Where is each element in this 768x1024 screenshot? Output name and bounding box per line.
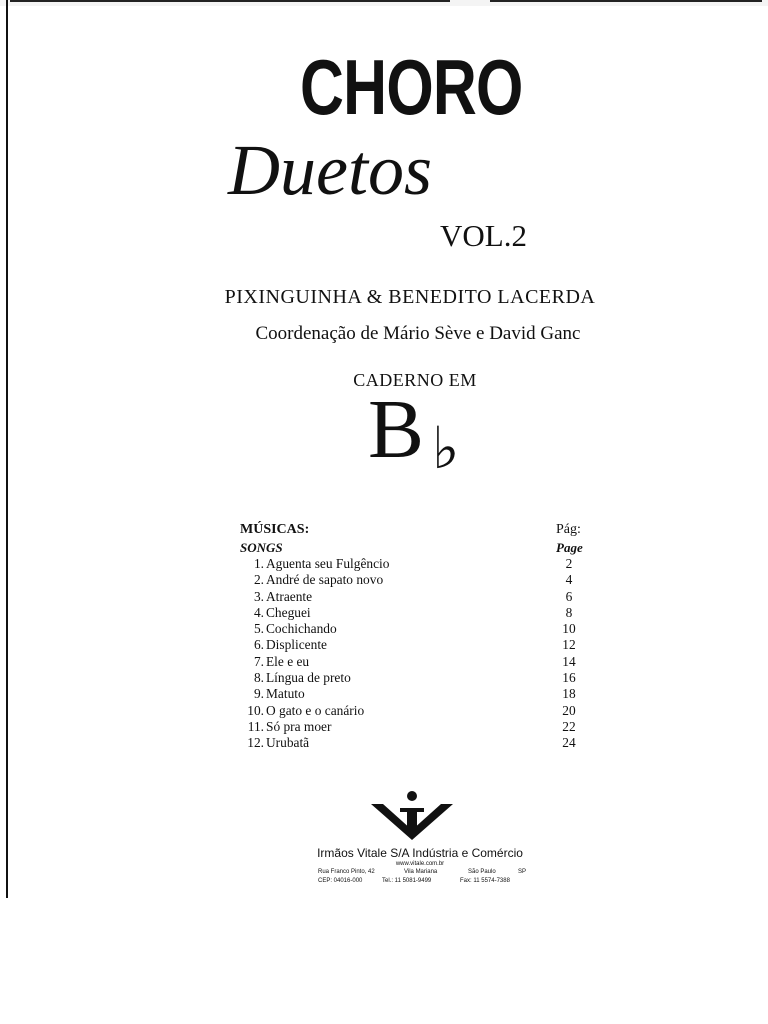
- toc-row: [240, 719, 600, 735]
- toc-song-title: O gato e o canário: [266, 702, 365, 718]
- publisher-name: Irmãos Vitale S/A Indústria e Comércio: [317, 846, 523, 860]
- toc-number: 9.: [253, 686, 264, 702]
- toc-page-number: 6: [565, 588, 573, 604]
- address-cep: CEP: 04016-000: [318, 878, 363, 884]
- address-row: [318, 869, 538, 878]
- toc-page-number: 16: [562, 670, 576, 686]
- contact-phone: Tel.: 11 5081-9499: [382, 878, 432, 884]
- vitale-logo-icon: [367, 790, 457, 840]
- volume-label: VOL.2: [440, 218, 527, 253]
- toc-number: 7.: [253, 653, 264, 669]
- flat-icon: ♭: [432, 416, 460, 481]
- toc-number: 12.: [247, 735, 264, 751]
- contact-fax: Fax: 11 5574-7388: [460, 878, 510, 884]
- address-city: São Paulo: [468, 869, 496, 875]
- toc-row: [240, 686, 600, 702]
- toc-header-page-pt: Pág:: [556, 522, 581, 537]
- authors: PIXINGUINHA & BENEDITO LACERDA: [224, 286, 596, 308]
- toc-song-title: Matuto: [266, 686, 305, 702]
- toc-row: [240, 654, 600, 670]
- toc-song-title: Cochichando: [266, 621, 337, 637]
- toc-page-number: 14: [562, 653, 576, 669]
- toc-page-number: 10: [562, 621, 576, 637]
- toc-page-number: 22: [562, 718, 576, 734]
- toc-number: 1.: [253, 556, 264, 571]
- toc-row: [240, 605, 600, 621]
- toc-number: 8.: [253, 670, 264, 686]
- toc-header-row: [240, 522, 600, 538]
- toc-row: [240, 670, 600, 686]
- scan-left-edge: [6, 0, 8, 898]
- key-letter: B: [368, 383, 425, 476]
- toc-row: [240, 556, 600, 572]
- toc-page-number: 2: [565, 556, 573, 571]
- toc-number: 3.: [253, 588, 264, 604]
- title-sub: Duetos: [228, 130, 432, 210]
- scan-border-gap: [450, 0, 490, 2]
- title-main: CHORO: [300, 43, 523, 131]
- toc-number: 4.: [253, 604, 264, 620]
- toc-page-number: 8: [565, 604, 573, 620]
- toc-song-title: Língua de preto: [266, 670, 351, 686]
- toc-list: [240, 556, 600, 752]
- scan-top-edge: [0, 0, 768, 6]
- toc-song-title: André de sapato novo: [266, 572, 384, 588]
- toc-header-page-en: Page: [556, 540, 583, 555]
- coordination: Coordenação de Mário Sève e David Ganc: [255, 323, 581, 344]
- book-label: CADERNO EM: [353, 370, 477, 390]
- toc-row: [240, 735, 600, 751]
- address-street: Rua Franco Pinto, 42: [318, 869, 375, 875]
- toc-row: [240, 637, 600, 653]
- toc-song-title: Cheguei: [266, 604, 311, 620]
- toc-subheader-row: [240, 538, 600, 556]
- toc-page-number: 18: [562, 686, 576, 702]
- toc-header-songs-en: SONGS: [240, 540, 283, 555]
- toc-number: 6.: [253, 637, 264, 653]
- toc-row: [240, 621, 600, 637]
- scan-border-line: [10, 0, 762, 2]
- toc-row: [240, 703, 600, 719]
- toc-page-number: 12: [562, 637, 576, 653]
- toc-page-number: 24: [562, 735, 576, 751]
- toc-number: 2.: [253, 572, 264, 588]
- toc-row: [240, 589, 600, 605]
- toc-song-title: Urubatã: [266, 735, 310, 751]
- table-of-contents: [240, 522, 600, 752]
- publisher-website: www.vitale.com.br: [395, 861, 445, 867]
- toc-song-title: Ele e eu: [266, 653, 310, 669]
- publisher-address: [318, 869, 538, 887]
- toc-number: 10.: [247, 702, 264, 718]
- toc-header-songs-pt: MÚSICAS:: [240, 522, 310, 537]
- toc-page-number: 20: [562, 702, 576, 718]
- address-state: SP: [518, 869, 527, 875]
- toc-song-title: Atraente: [266, 588, 313, 604]
- toc-page-number: 4: [565, 572, 573, 588]
- toc-song-title: Aguenta seu Fulgêncio: [266, 556, 390, 571]
- toc-song-title: Displicente: [266, 637, 327, 653]
- toc-row: [240, 572, 600, 588]
- address-district: Vila Mariana: [404, 869, 438, 875]
- toc-number: 11.: [247, 718, 264, 734]
- toc-song-title: Só pra moer: [266, 718, 332, 734]
- contact-row: [318, 878, 538, 887]
- toc-number: 5.: [253, 621, 264, 637]
